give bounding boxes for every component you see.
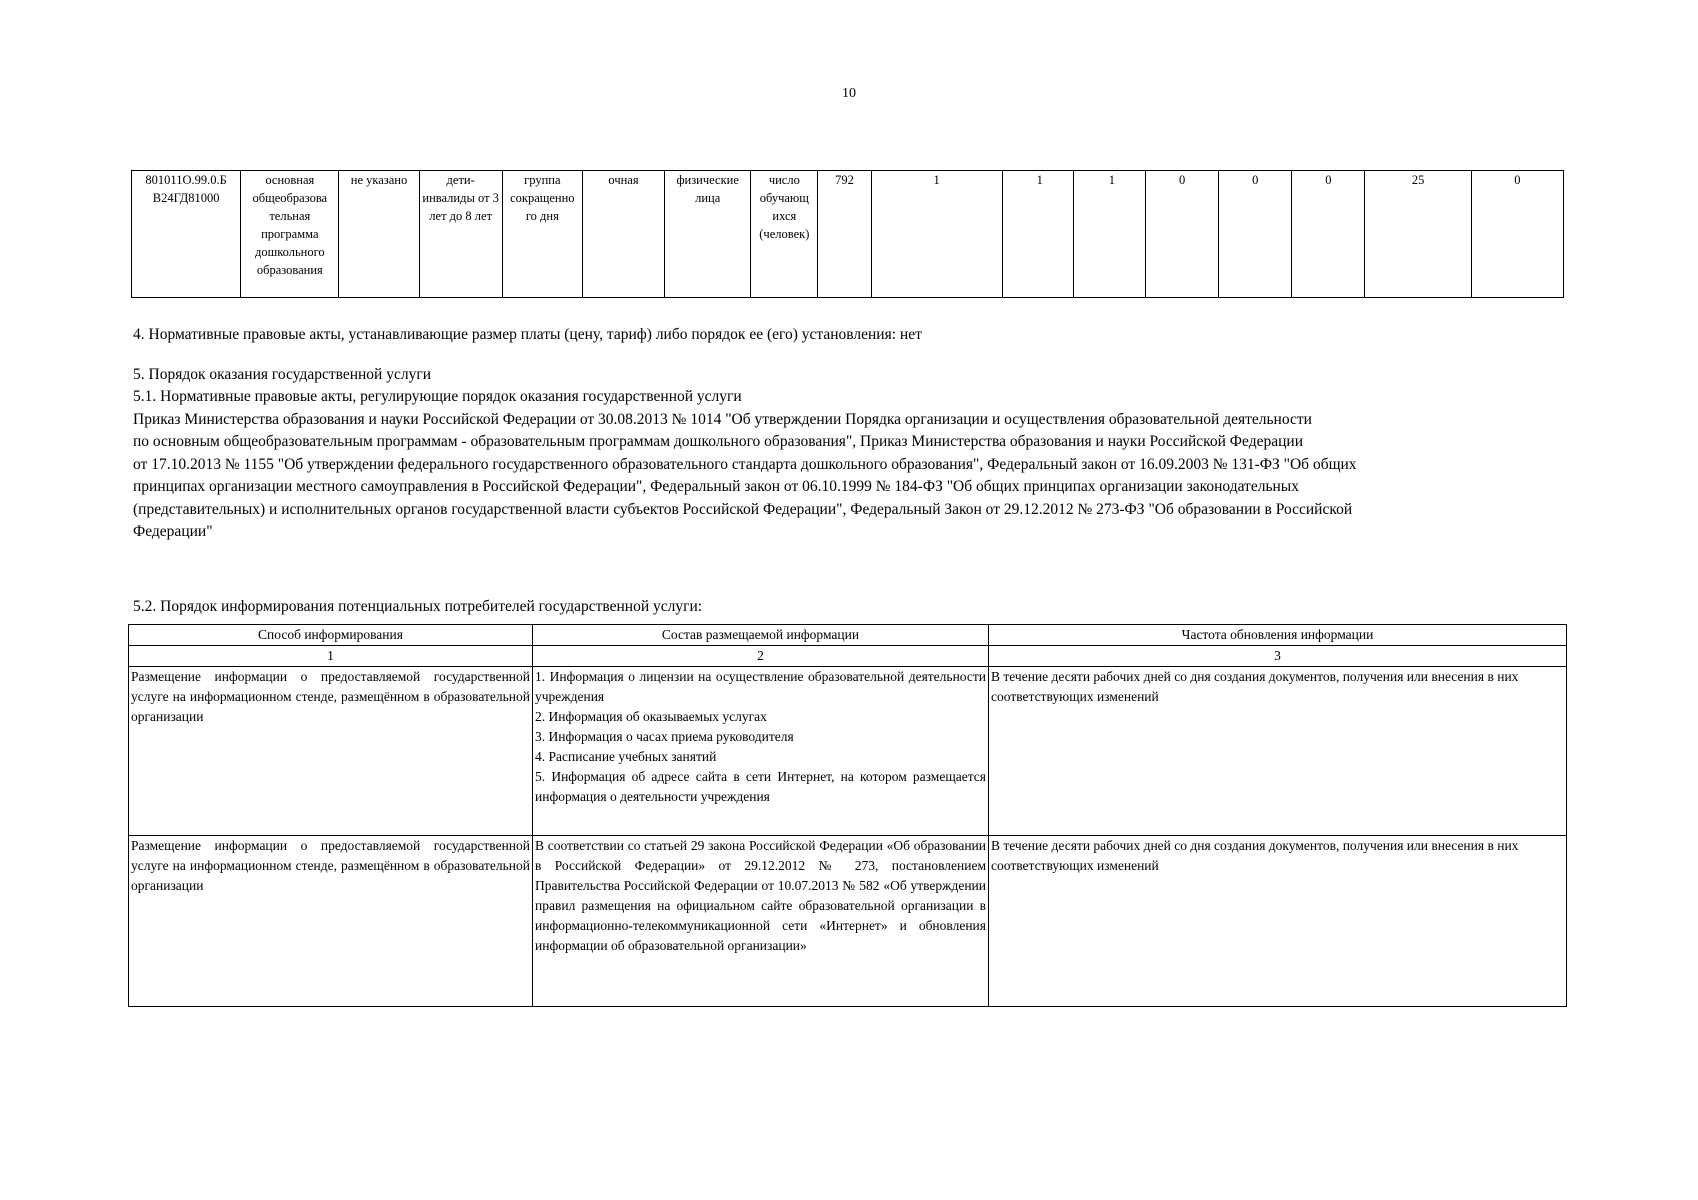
column-header: Состав размещаемой информации [533,625,989,646]
section51-title: 5.1. Нормативные правовые акты, регулирующие порядок оказания государственной услуги [133,388,742,405]
section52-title: 5.2. Порядок информирования потенциальных потребителей государственной услуги: [133,598,703,615]
column-number: 2 [533,646,989,667]
column-header: Частота обновления информации [989,625,1567,646]
table-cell: 801011О.99.0.Б В24ГД81000 [132,171,241,298]
info-table [128,624,1567,1007]
table-cell: не указано [339,171,419,298]
table-row [132,171,1564,298]
list-item: В соответствии со статьей 29 закона Российской Федерации «Об образовании в Российской Федерации» от 29.12.2012 № 273, постановлением Правительства Российской Федерации от 10.07.2013 № 582 «Об утверждении правил размещения на официальном сайте образовательной организации в информационно-телекоммуникационной сети «Интернет» и обновления информации об образовательной организации» [535,838,986,953]
page-number: 10 [842,86,856,101]
table-cell: 792 [818,171,871,298]
indicator-table [131,170,1564,298]
table-row [129,836,1567,1007]
acts-line: от 17.10.2013 № 1155 "Об утверждении федерального государственного образовательного стандарта дошкольного образования", Федеральный закон от 16.09.2003 № 131-ФЗ "Об общих [133,456,1357,473]
table-row [129,667,1567,836]
table-cell: дети-инвалиды от 3 лет до 8 лет [419,171,502,298]
table-cell: число обучающ ихся (человек) [751,171,818,298]
section5-title: 5. Порядок оказания государственной услуги [133,366,431,383]
method-cell: Размещение информации о предоставляемой государственной услуге на информационном стенде, размещённом в образовательной организации [129,836,533,1007]
list-item: 1. Информация о лицензии на осуществление образовательной деятельности учреждения [535,669,986,704]
method-cell: Размещение информации о предоставляемой государственной услуге на информационном стенде, размещённом в образовательной организации [129,667,533,836]
table-header-row [129,625,1567,646]
frequency-cell: В течение десяти рабочих дней со дня создания документов, получения или внесения в них соответствующих изменений [989,836,1567,1007]
acts-line: Федерации" [133,523,213,540]
acts-line: (представительных) и исполнительных органов государственной власти субъектов Российской Федерации", Федеральный Закон от 29.12.2012 № 273-ФЗ "Об образовании в Российской [133,501,1353,518]
list-item: 3. Информация о часах приема руководителя [535,729,794,744]
content-cell [533,836,989,1007]
table-cell: группа сокращенно го дня [502,171,582,298]
frequency-cell: В течение десяти рабочих дней со дня создания документов, получения или внесения в них соответствующих изменений [989,667,1567,836]
column-number-row [129,646,1567,667]
table-cell: 1 [1002,171,1073,298]
acts-line: Приказ Министерства образования и науки Российской Федерации от 30.08.2013 № 1014 "Об утверждении Порядка организации и осуществления образовательной деятельности [133,411,1312,428]
table-cell: 1 [1073,171,1145,298]
section4-text: 4. Нормативные правовые акты, устанавливающие размер платы (цену, тариф) либо порядок ее (его) установления: нет [133,326,922,343]
content-cell [533,667,989,836]
column-header: Способ информирования [129,625,533,646]
column-number: 1 [129,646,533,667]
list-item: 5. Информация об адресе сайта в сети Интернет, на котором размещается информация о деятельности учреждения [535,769,986,804]
table-cell: 0 [1292,171,1365,298]
column-number: 3 [989,646,1567,667]
table-cell: 0 [1146,171,1219,298]
table-cell: 25 [1365,171,1471,298]
list-item: 4. Расписание учебных занятий [535,749,717,764]
table-cell: физические лица [665,171,751,298]
acts-line: по основным общеобразовательным программам - образовательным программам дошкольного образования", Приказ Министерства образования и науки Российской Федерации [133,433,1304,450]
table-cell: 0 [1471,171,1563,298]
table-cell: основная общеобразова тельная программа дошкольного образования [241,171,339,298]
table-cell: 0 [1219,171,1292,298]
acts-line: принципах организации местного самоуправления в Российской Федерации", Федеральный закон от 06.10.1999 № 184-ФЗ "Об общих принципах организации законодательных [133,478,1299,495]
list-item: 2. Информация об оказываемых услугах [535,709,767,724]
table-cell: очная [582,171,664,298]
table-cell: 1 [871,171,1002,298]
